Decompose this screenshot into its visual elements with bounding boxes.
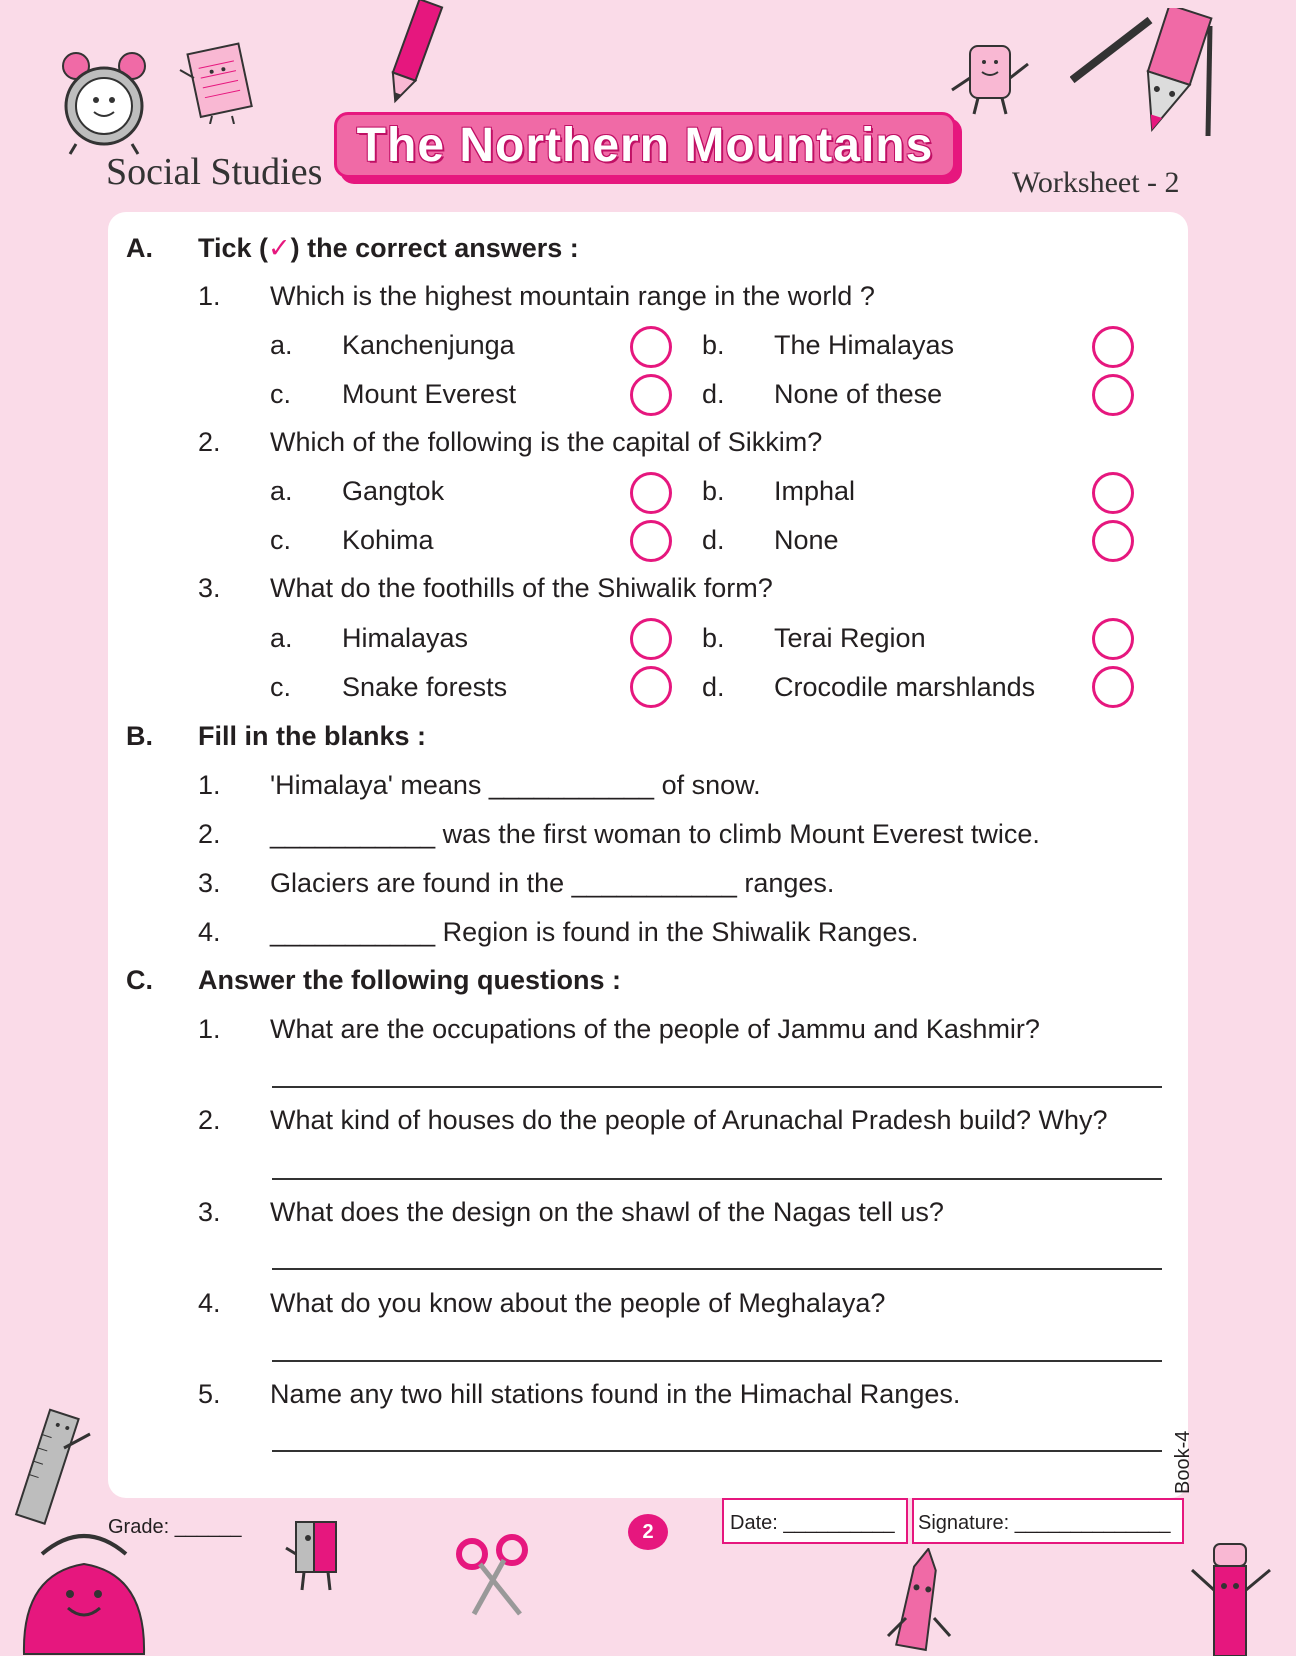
option-text: Himalayas xyxy=(342,623,469,653)
answer-circle-q1c[interactable] xyxy=(630,374,672,416)
question-number: 1. xyxy=(198,281,221,311)
section-b-heading: Fill in the blanks : xyxy=(198,721,427,751)
option-letter: d. xyxy=(702,672,725,702)
question-text: What does the design on the shawl of the Nagas tell us? xyxy=(270,1197,944,1227)
option-letter: d. xyxy=(702,525,725,555)
answer-circle-q1d[interactable] xyxy=(1092,374,1134,416)
answer-circle-q3a[interactable] xyxy=(630,618,672,660)
signature-box[interactable] xyxy=(912,1498,1184,1544)
section-c-heading: Answer the following questions : xyxy=(198,965,622,995)
option-letter: a. xyxy=(270,623,293,653)
question-text: What do you know about the people of Meghalaya? xyxy=(270,1288,886,1318)
fill-blank-item[interactable]: 'Himalaya' means ___________ of snow. xyxy=(270,770,761,800)
subject-label: Social Studies xyxy=(106,151,323,193)
option-letter: b. xyxy=(702,623,725,653)
question-number: 2. xyxy=(198,1105,221,1135)
section-a-letter: A. xyxy=(126,233,153,263)
question-text: What kind of houses do the people of Arunachal Pradesh build? Why? xyxy=(270,1105,1108,1135)
blank-number: 4. xyxy=(198,917,221,947)
option-letter: b. xyxy=(702,330,725,360)
section-a-heading: Tick (✓) the correct answers : xyxy=(198,233,579,263)
answer-circle-q3c[interactable] xyxy=(630,666,672,708)
section-b-letter: B. xyxy=(126,721,153,751)
marker-icon xyxy=(1188,1540,1274,1656)
blank-number: 3. xyxy=(198,868,221,898)
pencil-large-icon xyxy=(1070,8,1220,138)
bag-icon xyxy=(14,1524,154,1656)
option-letter: c. xyxy=(270,379,292,409)
grade-field[interactable]: Grade: ______ xyxy=(108,1516,242,1538)
option-text: The Himalayas xyxy=(774,330,955,360)
question-text: Which of the following is the capital of Sikkim? xyxy=(270,427,823,457)
answer-circle-q1b[interactable] xyxy=(1092,326,1134,368)
date-box[interactable] xyxy=(722,1498,908,1544)
option-letter: c. xyxy=(270,672,292,702)
fill-blank-item[interactable]: Glaciers are found in the ___________ ranges. xyxy=(270,868,835,898)
answer-line[interactable] xyxy=(272,1178,1162,1180)
option-text: Gangtok xyxy=(342,476,445,506)
notepad-icon xyxy=(176,40,266,124)
option-letter: c. xyxy=(270,525,292,555)
fill-blank-item[interactable]: ___________ Region is found in the Shiwalik Ranges. xyxy=(270,917,919,947)
answer-circle-q2a[interactable] xyxy=(630,472,672,514)
option-text: Terai Region xyxy=(774,623,926,653)
scissors-icon xyxy=(454,1534,534,1618)
option-text: None of these xyxy=(774,379,943,409)
date-field: Date: __________ xyxy=(730,1512,895,1534)
answer-circle-q2c[interactable] xyxy=(630,520,672,562)
title-banner xyxy=(334,112,956,178)
answer-circle-q1a[interactable] xyxy=(630,326,672,368)
answer-line[interactable] xyxy=(272,1268,1162,1270)
option-text: Snake forests xyxy=(342,672,508,702)
ruler-icon xyxy=(8,1408,92,1528)
question-number: 1. xyxy=(198,1014,221,1044)
option-letter: a. xyxy=(270,330,293,360)
answer-circle-q3b[interactable] xyxy=(1092,618,1134,660)
answer-circle-q2d[interactable] xyxy=(1092,520,1134,562)
option-text: Kanchenjunga xyxy=(342,330,515,360)
worksheet-label: Worksheet - 2 xyxy=(1012,166,1180,199)
option-letter: a. xyxy=(270,476,293,506)
question-text: What do the foothills of the Shiwalik form? xyxy=(270,573,773,603)
answer-line[interactable] xyxy=(272,1360,1162,1362)
question-number: 4. xyxy=(198,1288,221,1318)
book-label: Book-4 xyxy=(1172,1430,1194,1494)
option-letter: b. xyxy=(702,476,725,506)
answer-circle-q3d[interactable] xyxy=(1092,666,1134,708)
question-number: 2. xyxy=(198,427,221,457)
option-text: Crocodile marshlands xyxy=(774,672,1036,702)
pencil-icon xyxy=(380,0,444,110)
option-text: Mount Everest xyxy=(342,379,517,409)
blank-number: 1. xyxy=(198,770,221,800)
page-number: 2 xyxy=(628,1514,668,1550)
blank-number: 2. xyxy=(198,819,221,849)
question-number: 5. xyxy=(198,1379,221,1409)
option-text: Kohima xyxy=(342,525,434,555)
question-text: Which is the highest mountain range in the world ? xyxy=(270,281,875,311)
option-letter: d. xyxy=(702,379,725,409)
question-text: Name any two hill stations found in the Himachal Ranges. xyxy=(270,1379,961,1409)
option-text: Imphal xyxy=(774,476,856,506)
tick-icon: ✓ xyxy=(268,233,291,263)
answer-circle-q2b[interactable] xyxy=(1092,472,1134,514)
question-number: 3. xyxy=(198,1197,221,1227)
sharpener-icon xyxy=(284,1518,348,1592)
fill-blank-item[interactable]: ___________ was the first woman to climb Mount Everest twice. xyxy=(270,819,1040,849)
eraser-icon xyxy=(948,40,1032,116)
signature-field: Signature: ______________ xyxy=(918,1512,1171,1534)
question-text: What are the occupations of the people of Jammu and Kashmir? xyxy=(270,1014,1040,1044)
pen-icon xyxy=(884,1548,954,1656)
question-number: 3. xyxy=(198,573,221,603)
alarm-clock-icon xyxy=(56,46,152,156)
option-text: None xyxy=(774,525,839,555)
answer-line[interactable] xyxy=(272,1086,1162,1088)
section-c-letter: C. xyxy=(126,965,153,995)
page-title: The Northern Mountains xyxy=(356,118,934,172)
answer-line[interactable] xyxy=(272,1450,1162,1452)
